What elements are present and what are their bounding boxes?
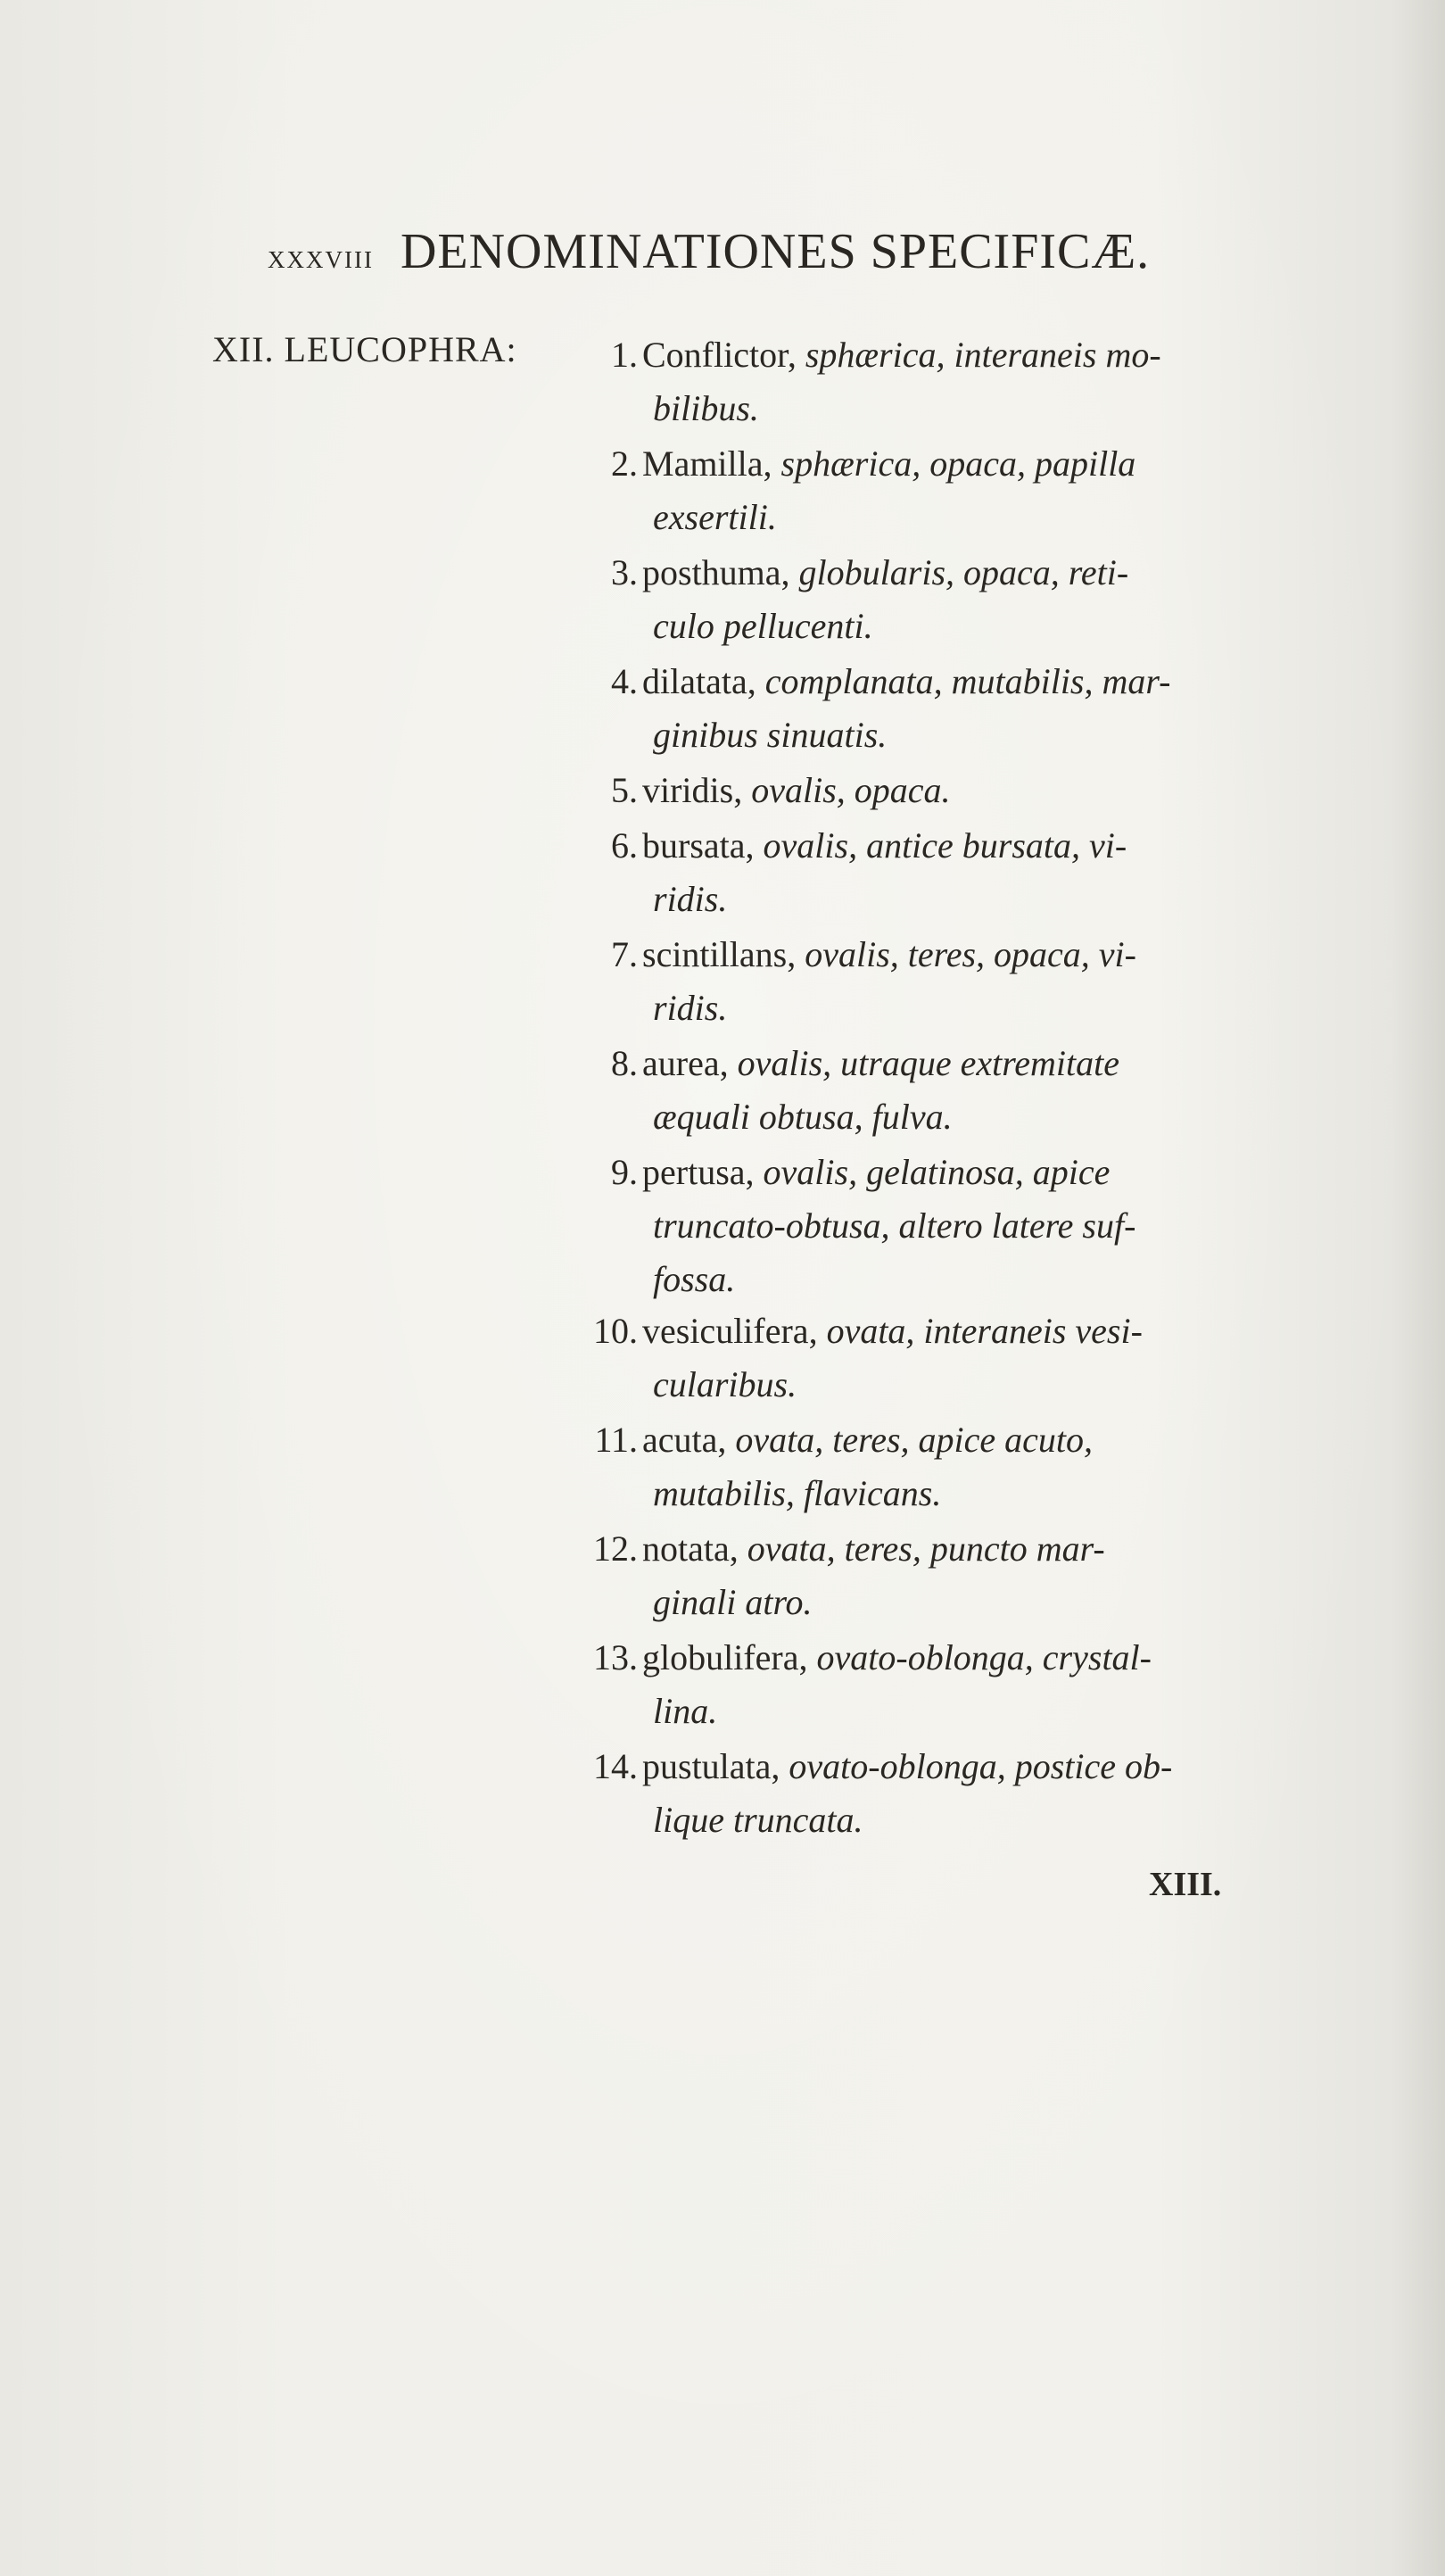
page-header (268, 223, 1284, 294)
entry-text (642, 437, 1267, 491)
entry-number: 1. (611, 335, 638, 375)
entry-continuation: ginibus sinuatis. (653, 715, 888, 755)
entry-name: acuta, (642, 1420, 727, 1460)
entry-description: sphærica, interaneis mo- (805, 335, 1161, 375)
entry-continuation: ridis. (653, 879, 728, 919)
entry-continuation: fossa. (653, 1259, 736, 1299)
entry-description: ovata, teres, puncto mar- (747, 1528, 1105, 1569)
entry-number: 12. (593, 1528, 638, 1569)
entry-name: bursata, (642, 825, 755, 866)
entry-description: ovato-oblonga, postice ob- (789, 1746, 1173, 1786)
entry-text (642, 764, 1267, 817)
entry-description: ovalis, teres, opaca, vi- (805, 934, 1136, 974)
entry-text (642, 546, 1267, 600)
entry-name: posthuma, (642, 552, 790, 592)
entry-number: 7. (611, 934, 638, 974)
entry-number: 2. (611, 443, 638, 484)
entry-name: viridis, (642, 770, 743, 810)
entry-number: 14. (593, 1746, 638, 1786)
entry-name: Conflictor, (642, 335, 797, 375)
entry-text (642, 655, 1267, 708)
entry-name: pertusa, (642, 1152, 755, 1192)
entry-text (642, 1522, 1267, 1576)
entry-continuation: truncato-obtusa, altero latere suf- (653, 1205, 1136, 1246)
catchword: XIII. (1149, 1866, 1222, 1903)
entry-name: dilatata, (642, 661, 756, 701)
entry-description: ovata, interaneis vesi- (826, 1311, 1143, 1351)
page-number: xxxviii (268, 238, 374, 276)
entry-name: aurea, (642, 1043, 729, 1083)
entry-continuation: cularibus. (653, 1364, 797, 1404)
entry-number: 13. (593, 1637, 638, 1677)
entry-continuation: æquali obtusa, fulva. (653, 1097, 953, 1137)
entry-name: pustulata, (642, 1746, 780, 1786)
entry-number: 11. (594, 1420, 638, 1460)
entry-description: globularis, opaca, reti- (798, 552, 1129, 592)
entry-text (642, 1740, 1267, 1793)
page-edge-shadow (1391, 0, 1445, 2576)
entry-description: ovata, teres, apice acuto, (735, 1420, 1093, 1460)
entry-continuation: bilibus. (653, 388, 759, 428)
entry-text (642, 1305, 1267, 1358)
entry-text (642, 1146, 1267, 1199)
entry-number: 5. (611, 770, 638, 810)
entry-description: ovalis, gelatinosa, apice (763, 1152, 1111, 1192)
entry-description: sphærica, opaca, papilla (780, 443, 1136, 484)
entry-number: 8. (611, 1043, 638, 1083)
entry-text (642, 1037, 1267, 1090)
entry-number: 6. (611, 825, 638, 866)
entry-continuation: culo pellucenti. (653, 606, 873, 646)
entry-name: vesiculifera, (642, 1311, 818, 1351)
entry-text (642, 1631, 1267, 1685)
entry-continuation: lina. (653, 1691, 718, 1731)
entry-description: ovato-oblonga, crystal- (816, 1637, 1152, 1677)
entry-description: ovalis, opaca. (751, 770, 951, 810)
entry-text (642, 928, 1267, 982)
entry-description: ovalis, utraque extremitate (737, 1043, 1120, 1083)
entry-name: globulifera, (642, 1637, 808, 1677)
entry-description: complanata, mutabilis, mar- (764, 661, 1171, 701)
entry-continuation: ridis. (653, 988, 728, 1028)
entry-text (642, 328, 1267, 382)
entry-continuation: exsertili. (653, 497, 777, 537)
entry-name: Mamilla, (642, 443, 772, 484)
genus-heading: XII. LEUCOPHRA: (212, 329, 517, 369)
entry-continuation: ginali atro. (653, 1582, 813, 1622)
entry-continuation: mutabilis, flavicans. (653, 1473, 942, 1513)
entry-number: 10. (593, 1311, 638, 1351)
entry-number: 9. (611, 1152, 638, 1192)
entry-text (642, 819, 1267, 873)
entry-continuation: lique truncata. (653, 1800, 863, 1840)
entry-text (642, 1413, 1267, 1467)
entry-name: notata, (642, 1528, 739, 1569)
entry-number: 4. (611, 661, 638, 701)
running-title: DENOMINATIONES SPECIFICÆ. (400, 224, 1151, 279)
entry-description: ovalis, antice bursata, vi- (763, 825, 1127, 866)
entry-number: 3. (611, 552, 638, 592)
entry-name: scintillans, (642, 934, 797, 974)
